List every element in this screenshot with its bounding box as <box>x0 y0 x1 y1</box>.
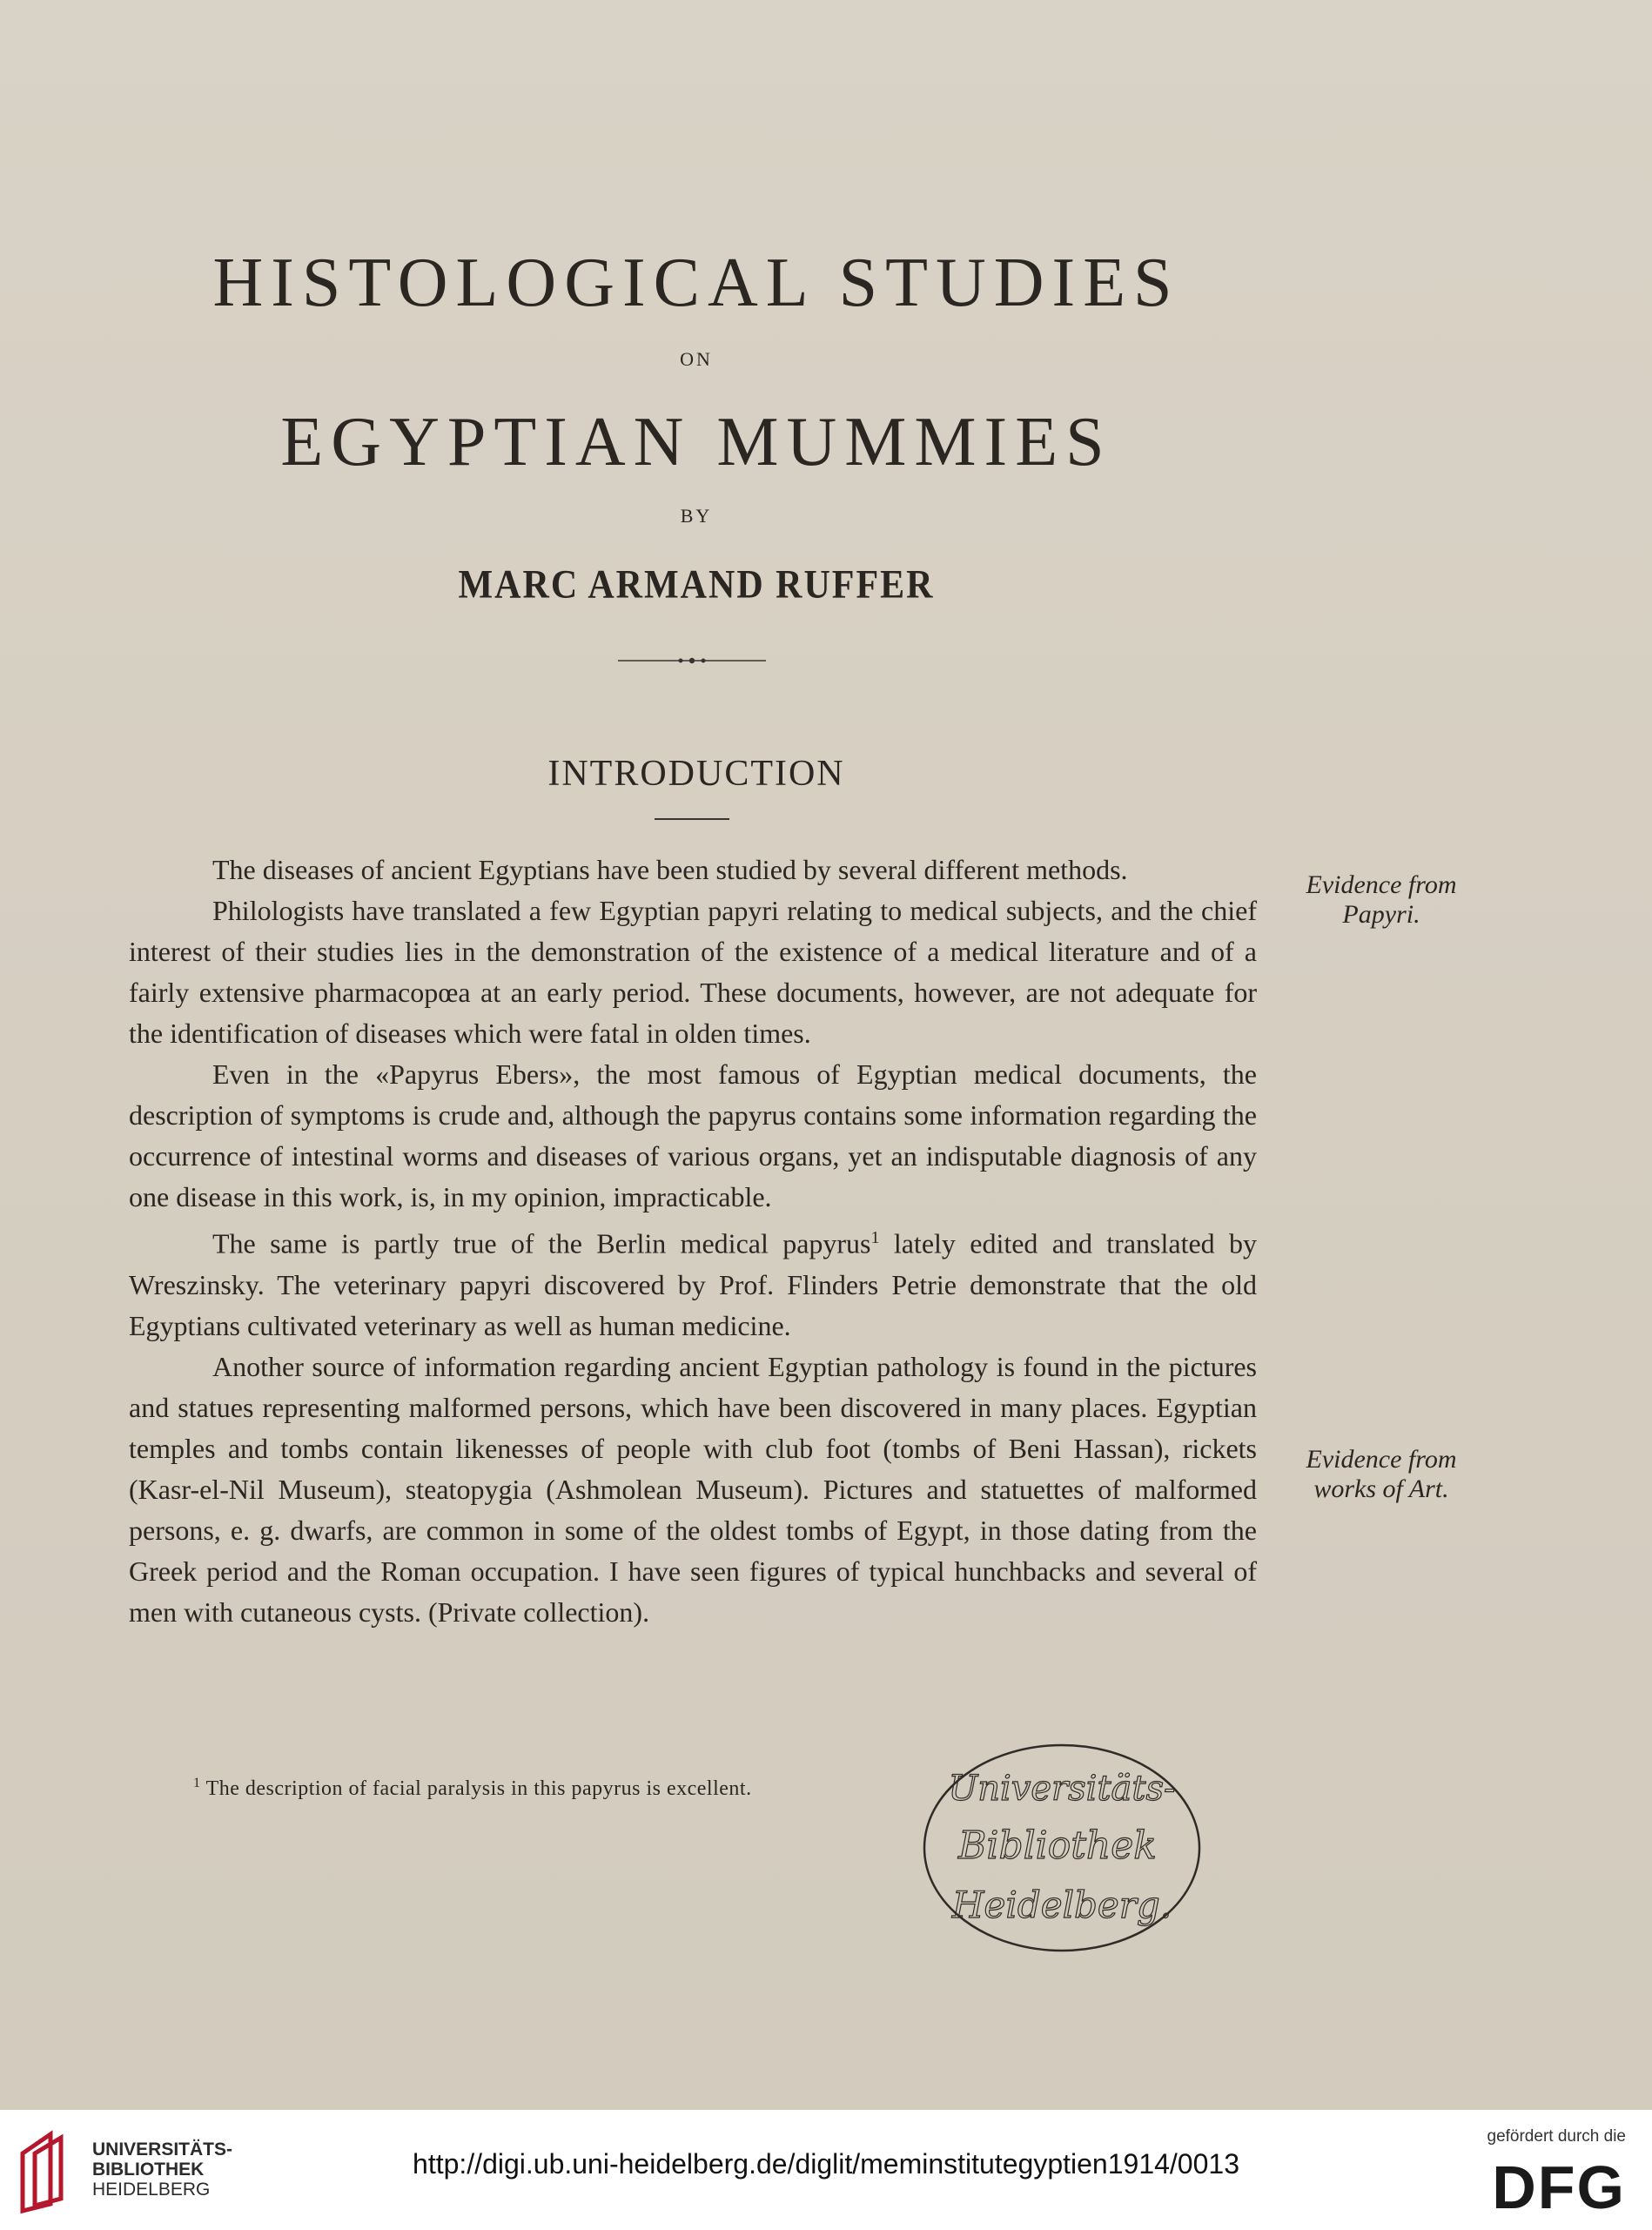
paragraph: Philologists have translated a few Egyptian papyri relating to medical subjects, and the chief interest of their studies lies in the demonstration of the existence of a medical literature and of a fairly extensive pharmacopœa at an early period. These documents, however, are not adequate for the identification of diseases which were fatal in olden times. <box>129 895 1257 1049</box>
margin-note-art <box>1273 1445 1490 1504</box>
title-connector-on: ON <box>680 348 713 370</box>
footnote-text: The description of facial paralysis in this papyrus is excellent. <box>205 1777 752 1800</box>
svg-text:Universitäts-: Universitäts- <box>948 1769 1176 1809</box>
margin-note-line: Evidence from <box>1306 1445 1457 1474</box>
title-connector-by: BY <box>680 505 713 527</box>
library-stamp <box>918 1739 1205 1957</box>
ornament-divider <box>618 655 766 667</box>
margin-note-line: works of Art. <box>1313 1474 1449 1503</box>
heading-rule <box>655 818 729 820</box>
paragraph-text: The same is partly true of the Berlin medical papyrus <box>212 1227 871 1259</box>
paragraph-text: lately edited and translated by Wreszinsky. The veterinary papyri discovered by Prof. Flinders Petrie demonstrate that the old Egyptians cultivated veterinary as well as human medicine. <box>129 1227 1258 1341</box>
paragraph <box>129 1218 1257 1347</box>
viewer-footer <box>0 2110 1652 2230</box>
page-url[interactable]: http://digi.ub.uni-heidelberg.de/diglit/meminstitutegyptien1914/0013 <box>413 2148 1239 2180</box>
library-name-line: BIBLIOTHEK <box>92 2159 205 2180</box>
svg-text:Bibliothek: Bibliothek <box>958 1824 1157 1868</box>
margin-note-line: Evidence from <box>1306 870 1457 899</box>
body-text <box>129 850 1257 1633</box>
funding-label: gefördert durch die <box>1487 2127 1626 2146</box>
paragraph: Another source of information regarding ancient Egyptian pathology is found in the pictures and statues representing malformed persons, which have been discovered in many places. Egyptian temples and tombs contain likenesses of people with club foot (tombs of Beni Hassan), rickets (Kasr-el-Nil Museum), steatopygia (Ashmolean Museum). Pictures and statuettes of malformed persons, e. g. dwarfs, are common in some of the oldest tombs of Egypt, in those dating from the Greek period and the Roman occupation. I have seen figures of typical hunchbacks and several of men with cutaneous cysts. (Private collection). <box>129 1350 1257 1628</box>
margin-note-papyri <box>1273 870 1490 930</box>
footnote-mark: 1 <box>193 1776 201 1790</box>
title-line-2: EGYPTIAN MUMMIES <box>280 404 1112 480</box>
author-name: MARC ARMAND RUFFER <box>458 562 935 608</box>
dfg-logo: DFG <box>1492 2153 1626 2221</box>
paragraph: The diseases of ancient Egyptians have been studied by several different methods. <box>212 854 1128 885</box>
paragraph: Even in the «Papyrus Ebers», the most famous of Egyptian medical documents, the description of symptoms is crude and, although the papyrus contains some information regarding the occurrence of intestinal worms and diseases of various organs, yet an indisputable diagnosis of any one disease in this work, is, in my opinion, impracticable. <box>129 1058 1257 1212</box>
title-line-1: HISTOLOGICAL STUDIES <box>212 245 1180 321</box>
svg-text:Heidelberg.: Heidelberg. <box>951 1884 1172 1926</box>
footnote-reference: 1 <box>870 1228 880 1247</box>
library-city: HEIDELBERG <box>92 2180 211 2200</box>
margin-note-line: Papyri. <box>1342 900 1420 929</box>
section-heading: INTRODUCTION <box>547 754 845 794</box>
footnote <box>193 1776 752 1801</box>
library-name-line: UNIVERSITÄTS- <box>92 2139 233 2159</box>
